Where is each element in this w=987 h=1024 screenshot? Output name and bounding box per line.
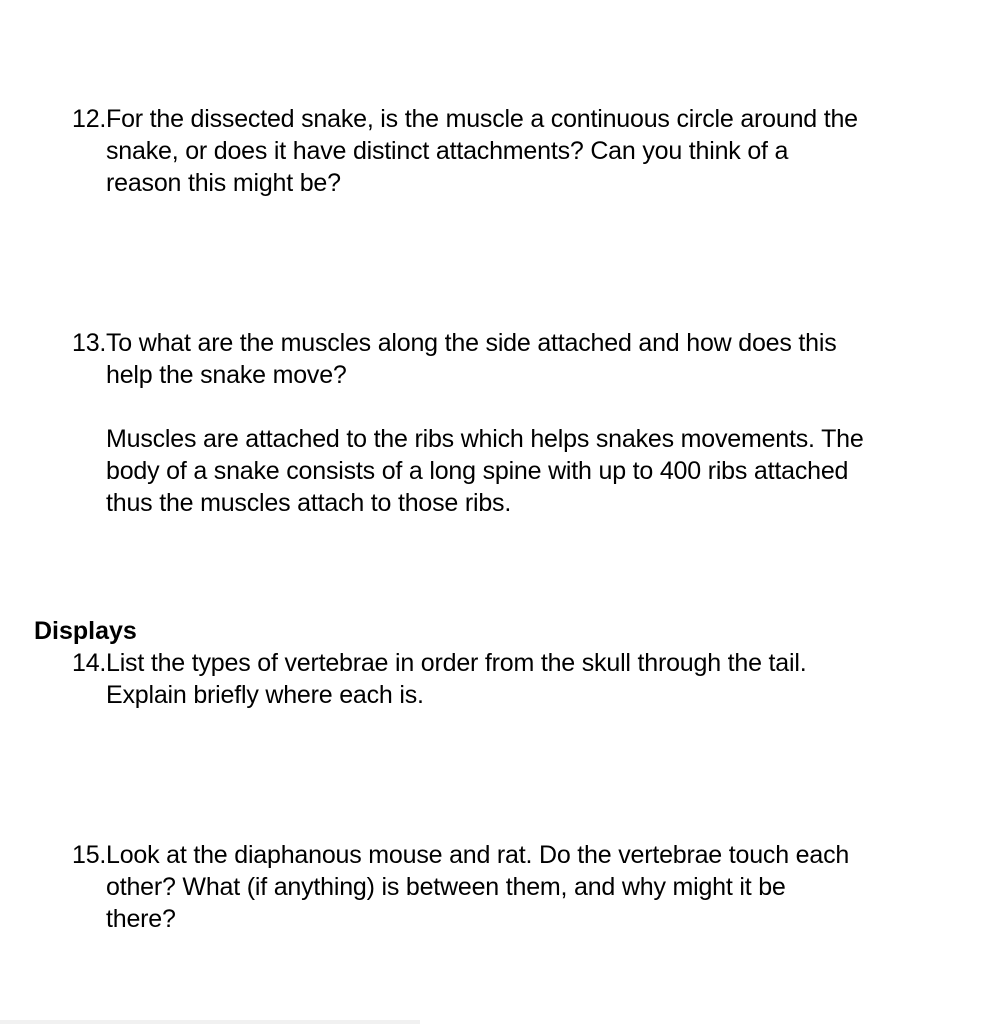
question-14-line-1: 14.List the types of vertebrae in order from the skull through the tail. (72, 649, 807, 677)
answer-13-line-2: body of a snake consists of a long spine with up to 400 ribs attached (106, 457, 849, 485)
question-13-number: 13. (72, 329, 107, 357)
question-15 (72, 839, 977, 935)
question-15-number: 15. (72, 841, 107, 869)
question-13-line-1: 13.To what are the muscles along the side attached and how does this (72, 329, 837, 357)
section-heading-displays: Displays (34, 617, 137, 645)
answer-13 (106, 423, 977, 519)
question-15-line-3: there? (106, 905, 176, 933)
answer-13-line-1: Muscles are attached to the ribs which helps snakes movements. The (106, 425, 864, 453)
question-12-line-1: 12.For the dissected snake, is the muscle a continuous circle around the (72, 105, 858, 133)
question-13-line-2: help the snake move? (106, 361, 347, 389)
answer-13-line-3: thus the muscles attach to those ribs. (106, 489, 512, 517)
question-14-number: 14. (72, 649, 107, 677)
question-12 (72, 103, 977, 199)
question-12-line-3: reason this might be? (106, 169, 341, 197)
page-bottom-edge (0, 1020, 420, 1024)
question-12-number: 12. (72, 105, 107, 133)
question-14 (72, 647, 977, 711)
question-12-line-2: snake, or does it have distinct attachments? Can you think of a (106, 137, 789, 165)
question-15-line-1: 15.Look at the diaphanous mouse and rat. Do the vertebrae touch each (72, 841, 850, 869)
question-13 (72, 327, 977, 391)
question-15-line-2: other? What (if anything) is between them, and why might it be (106, 873, 786, 901)
question-14-line-2: Explain briefly where each is. (106, 681, 424, 709)
